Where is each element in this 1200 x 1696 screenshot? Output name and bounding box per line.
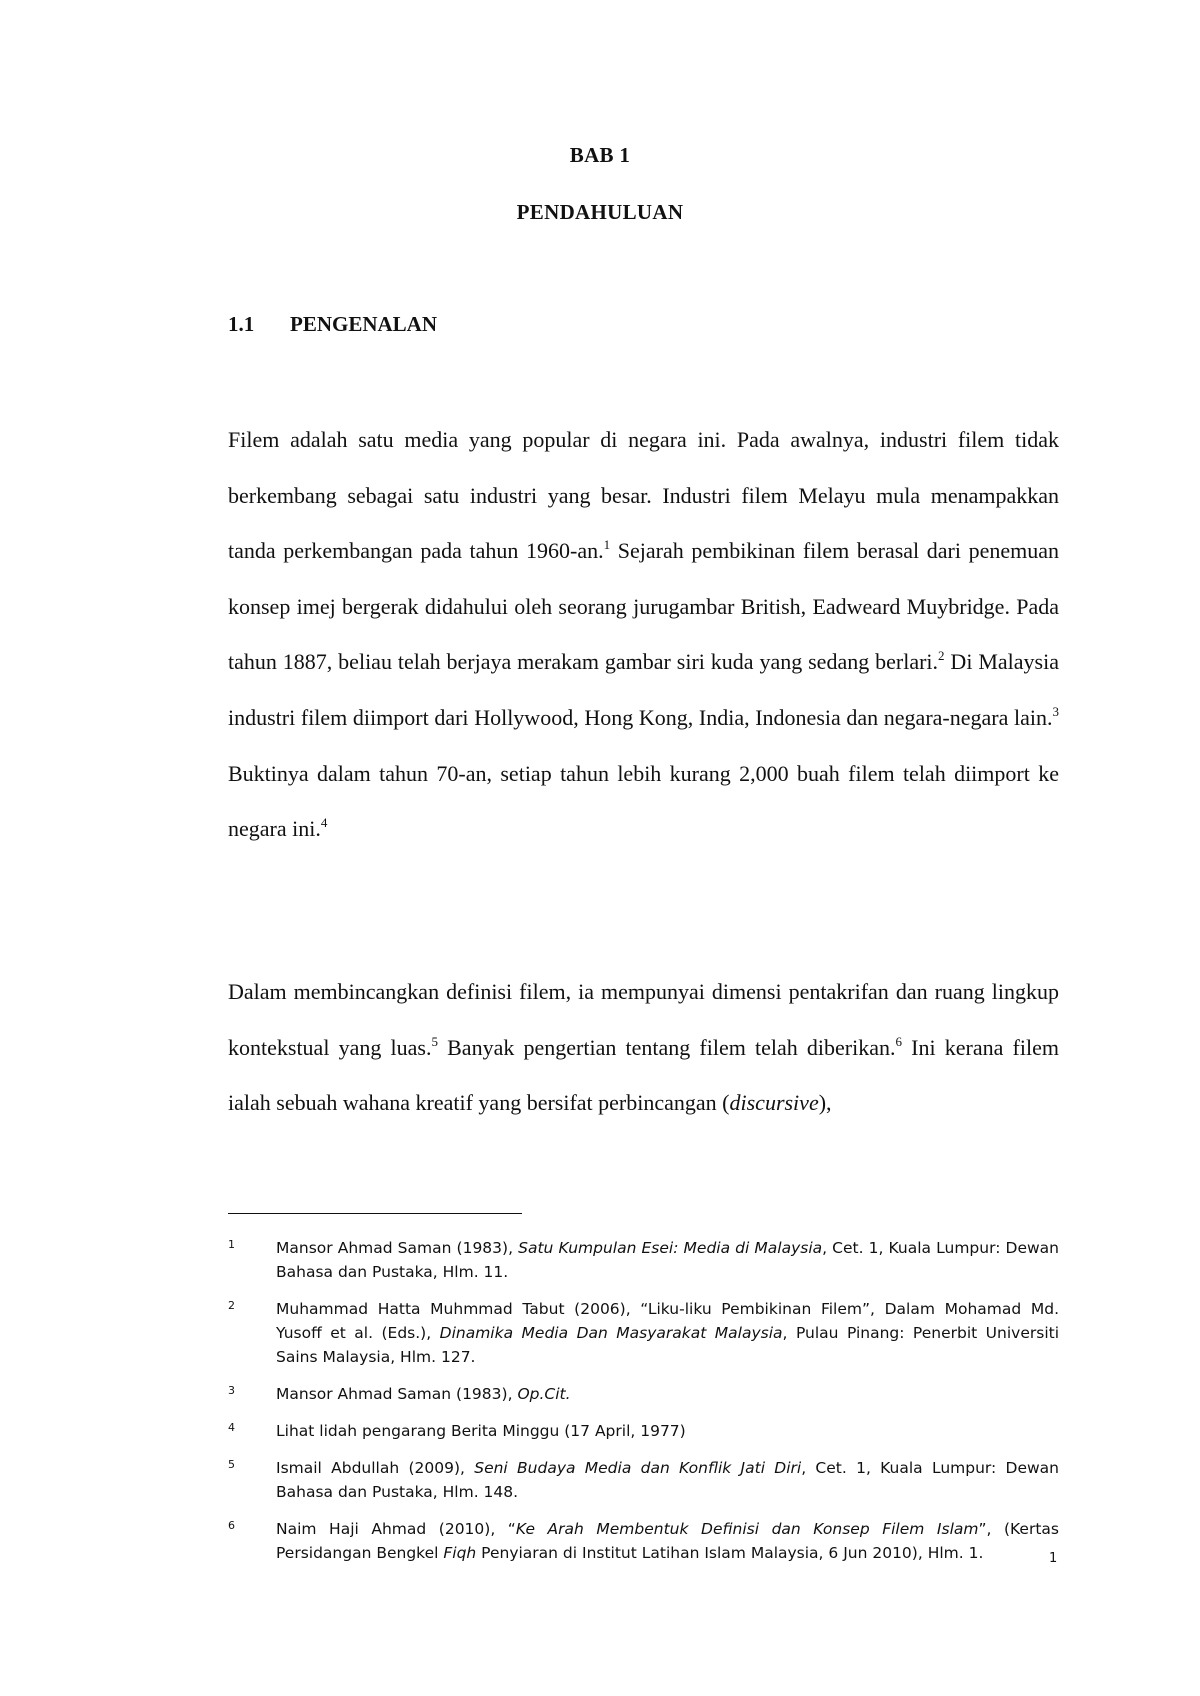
footnote-text-part: Lihat lidah pengarang Berita Minggu (17 April, 1977)	[276, 1422, 686, 1440]
footnote-1	[228, 1236, 1059, 1284]
footnote-5	[228, 1456, 1059, 1504]
footnote-2	[228, 1297, 1059, 1369]
paragraph-1-text-3: Di Malaysia industri filem diimport dari Hollywood, Hong Kong, India, Indonesia dan negara-negara lain.	[228, 649, 1059, 730]
paragraph-2-italic-term: discursive	[729, 1090, 819, 1116]
footnote-number: 6	[228, 1519, 235, 1532]
footnote-ref-3: 3	[1052, 703, 1059, 719]
footnote-number: 1	[228, 1238, 235, 1251]
footnote-text-part: Mansor Ahmad Saman (1983),	[276, 1239, 519, 1257]
paragraph-1-text-4: Buktinya dalam tahun 70-an, setiap tahun lebih kurang 2,000 buah filem telah diimport ke negara ini.	[228, 760, 1059, 842]
footnote-title: Dinamika Media Dan Masyarakat Malaysia	[439, 1324, 783, 1342]
footnote-separator	[228, 1213, 522, 1214]
paragraph-2-text-1: Dalam membincangkan definisi filem, ia mempunyai dimensi pentakrifan dan ruang lingkup kontekstual yang luas.	[228, 979, 1059, 1060]
paragraph-1-text-1: Filem adalah satu media yang popular di negara ini. Pada awalnya, industri filem tidak berkembang sebagai satu industri yang besar. Industri filem Melayu mula menampakkan tanda perkembangan pada tahun 1960-an.	[228, 427, 1059, 564]
section-title: PENGENALAN	[290, 312, 438, 336]
footnote-text	[276, 1456, 1059, 1504]
paragraph-2-text-4: ),	[818, 1090, 832, 1116]
footnote-italic-term: Fiqh	[443, 1544, 477, 1562]
footnote-text-part: , Pulau Pinang: Penerbit Universiti Sains Malaysia, Hlm. 127.	[276, 1324, 1060, 1366]
section-heading	[228, 312, 437, 337]
footnote-title: Satu Kumpulan Esei: Media di Malaysia	[518, 1239, 823, 1257]
footnote-text	[276, 1419, 1059, 1443]
footnote-3	[228, 1382, 1059, 1406]
footnote-ref-5: 5	[431, 1033, 438, 1049]
footnote-ref-2: 2	[938, 648, 945, 664]
paragraph-1-text-2: Sejarah pembikinan filem berasal dari penemuan konsep imej bergerak didahului oleh seorang jurugambar British, Eadweard Muybridge. Pada tahun 1887, beliau telah berjaya merakam gambar siri kuda yang sedang berlari.	[228, 538, 1060, 675]
footnote-number: 2	[228, 1299, 235, 1312]
paragraph-2	[228, 964, 1059, 1131]
paragraph-1	[228, 412, 1059, 857]
footnote-text-part: , Cet. 1, Kuala Lumpur: Dewan Bahasa dan Pustaka, Hlm. 11.	[276, 1239, 1059, 1281]
footnote-title: Op.Cit.	[517, 1385, 571, 1403]
chapter-title: PENDAHULUAN	[516, 200, 684, 224]
chapter-number: BAB 1	[569, 143, 631, 167]
footnote-text-part: Naim Haji Ahmad (2010), “	[276, 1520, 516, 1538]
paragraph-2-text-3: Ini kerana filem ialah sebuah wahana kreatif yang bersifat perbincangan (	[228, 1034, 1059, 1116]
footnote-text	[276, 1382, 1059, 1406]
page-number: 1	[1049, 1551, 1058, 1566]
footnote-text-part: Ismail Abdullah (2009),	[276, 1459, 475, 1477]
footnote-6	[228, 1517, 1059, 1565]
footnote-number: 4	[228, 1421, 235, 1434]
footnote-4	[228, 1419, 1059, 1443]
footnote-ref-6: 6	[895, 1033, 903, 1049]
paragraph-2-text-2: Banyak pengertian tentang filem telah diberikan.	[437, 1034, 896, 1060]
footnote-text	[276, 1297, 1059, 1369]
footnote-text-part: , Cet. 1, Kuala Lumpur: Dewan Bahasa dan Pustaka, Hlm. 148.	[276, 1459, 1059, 1501]
footnote-text	[276, 1517, 1059, 1565]
footnote-text-part: Penyiaran di Institut Latihan Islam Malaysia, 6 Jun 2010), Hlm. 1.	[476, 1544, 984, 1562]
section-number: 1.1	[228, 312, 255, 336]
footnote-text	[276, 1236, 1059, 1284]
footnote-ref-4: 4	[320, 815, 328, 831]
footnote-text-part: ”, (Kertas Persidangan Bengkel	[276, 1520, 1059, 1562]
footnote-ref-1: 1	[603, 537, 611, 553]
footnote-number: 3	[228, 1384, 235, 1397]
footnote-number: 5	[228, 1458, 235, 1471]
footnote-text-part: Muhammad Hatta Muhmmad Tabut (2006), “Liku-liku Pembikinan Filem”, Dalam Mohamad Md. Yusoff et al. (Eds.),	[276, 1300, 1059, 1342]
footnote-title: Ke Arah Membentuk Definisi dan Konsep Filem Islam	[515, 1520, 979, 1538]
footnote-title: Seni Budaya Media dan Konflik Jati Diri	[474, 1459, 802, 1477]
footnotes	[228, 1236, 1059, 1578]
footnote-text-part: Mansor Ahmad Saman (1983),	[276, 1385, 518, 1403]
